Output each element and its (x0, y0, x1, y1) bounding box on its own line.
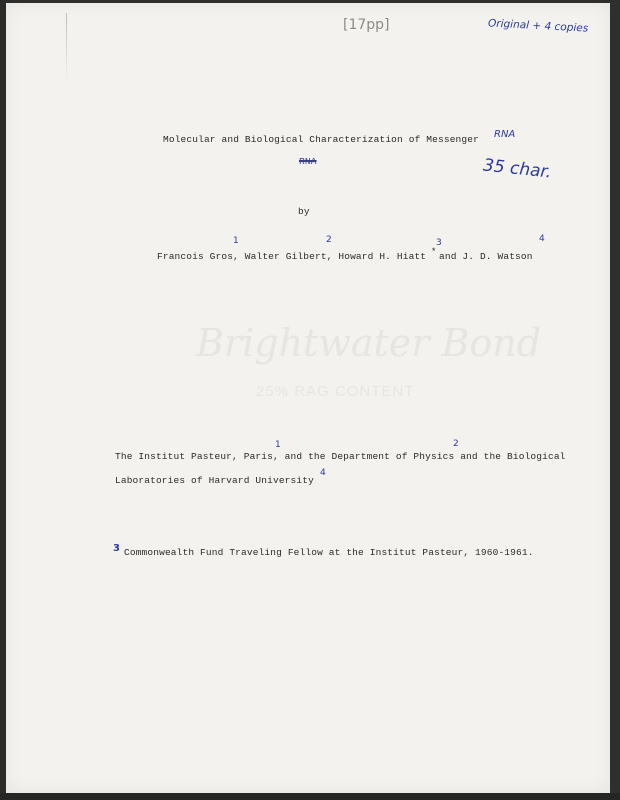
struck-title-word: RNA (299, 156, 317, 167)
scan-border-bottom (0, 793, 620, 800)
page-count-annotation: [17pp] (343, 17, 390, 33)
author-mark-1: 1 (233, 236, 239, 246)
affiliation-line-2: Laboratories of Harvard University (115, 475, 314, 486)
paper-sheet (6, 3, 610, 793)
affiliation-mark-2: 2 (453, 439, 459, 449)
affiliation-mark-1: 1 (275, 440, 281, 450)
footnote-text: Commonwealth Fund Traveling Fellow at the Institut Pasteur, 1960-1961. (124, 547, 534, 558)
author-mark-2: 2 (326, 235, 332, 245)
paper-crease (66, 13, 67, 83)
author-list-end: and J. D. Watson (439, 251, 533, 262)
copies-annotation: Original + 4 copies (487, 17, 589, 35)
author-list: Francois Gros, Walter Gilbert, Howard H. Hiatt (157, 251, 427, 262)
scan-border-left (0, 0, 6, 800)
char-count-annotation: 35 char. (482, 155, 553, 183)
document-title: Molecular and Biological Characterization of Messenger (163, 134, 479, 145)
rna-insert-annotation: RNA (494, 129, 516, 140)
affiliation-mark-4: 4 (320, 468, 326, 478)
author-asterisk: * (431, 247, 437, 257)
author-mark-3: 3 (436, 238, 442, 248)
watermark-brand: Brightwater Bond (196, 321, 542, 365)
watermark-content: 25% RAG CONTENT (256, 383, 415, 400)
footnote-mark: 3 (113, 543, 120, 554)
author-mark-4: 4 (539, 234, 545, 244)
byline-by: by (298, 206, 310, 217)
affiliation-line-1: The Institut Pasteur, Paris, and the Department of Physics and the Biological (115, 451, 566, 462)
